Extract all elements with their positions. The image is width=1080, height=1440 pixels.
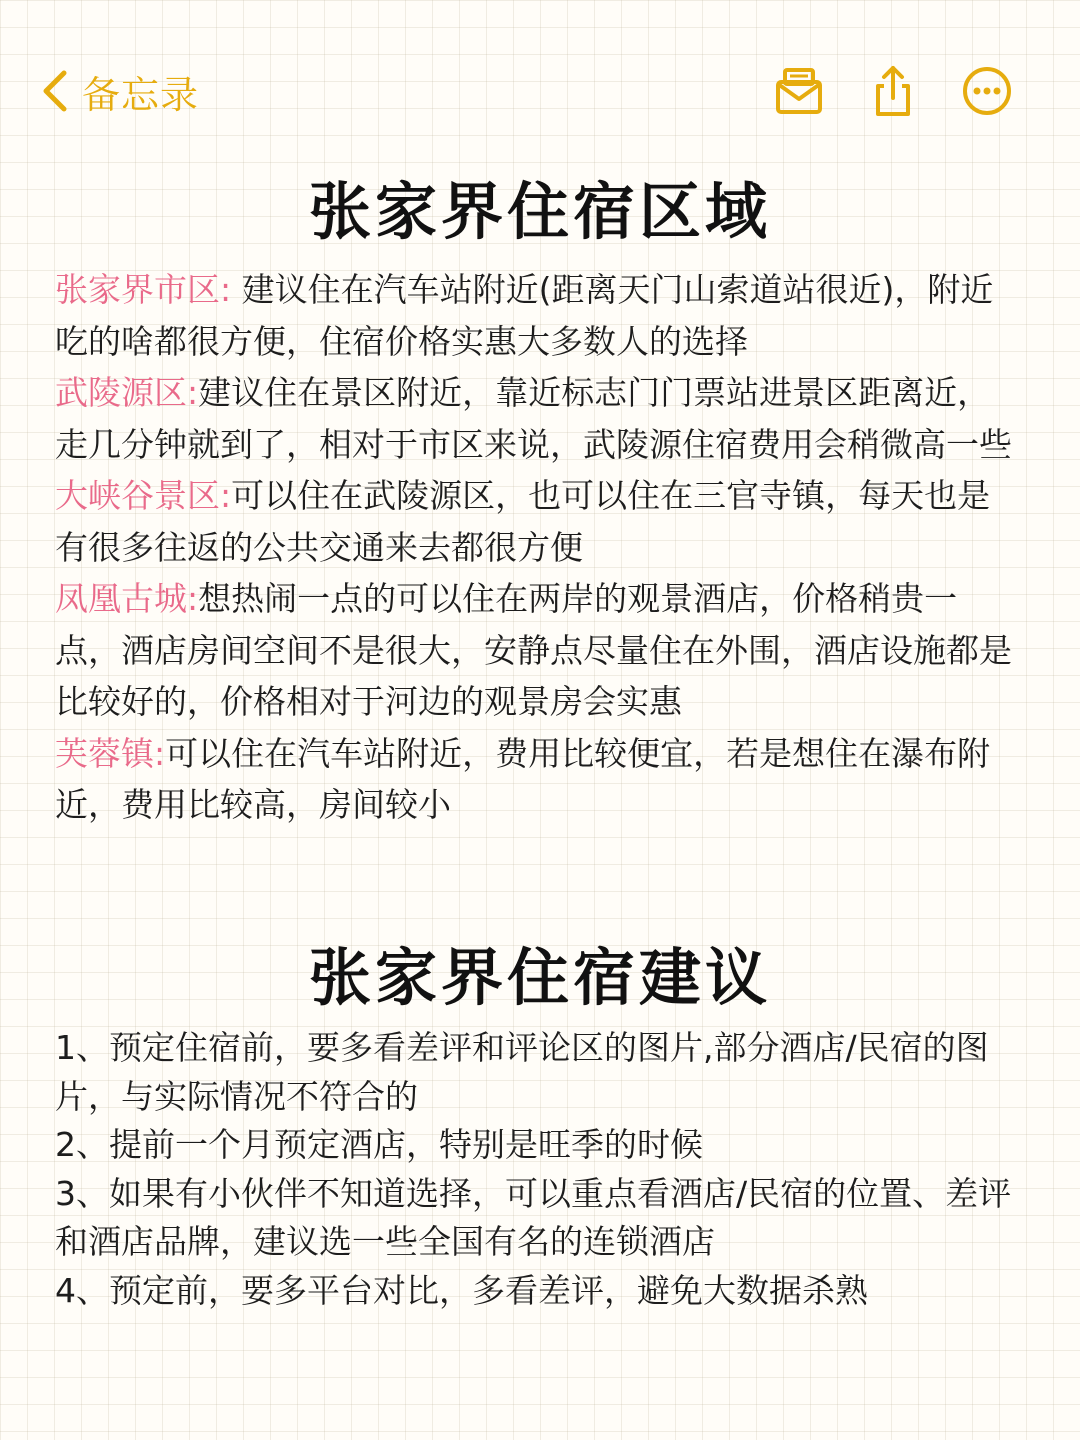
area-name: 芙蓉镇: [55,733,166,773]
area-name: 武陵源区: [55,373,199,412]
tip-item: 2、提前一个月预定酒店，特别是旺季的时候 [55,1125,703,1164]
share-icon [866,64,920,118]
area-description: 建议住在景区附近，靠近标志门门票站进景区距离近，走几分钟就到了，相对于市区来说，武陵源住宿费用会稍微高一些 [55,373,1012,464]
more-icon [960,64,1014,118]
tip-item: 4、预定前，要多平台对比，多看差评，避免大数据杀熟 [55,1270,868,1310]
tips-list [55,1024,1015,1315]
area-description: 建议住在汽车站附近(距离天门山索道站很近)，附近吃的啥都很方便，住宿价格实惠大多数人的选择 [55,270,994,361]
navigation-bar [40,58,1014,124]
back-label: 备忘录 [82,72,200,117]
mail-button[interactable] [772,64,826,118]
area-item [55,367,1015,470]
area-item [55,470,1015,573]
area-description: 想热闹一点的可以住在两岸的观景酒店，价格稍贵一点，酒店房间空间不是很大，安静点尽量住在外围，酒店设施都是比较好的，价格相对于河边的观景房会实惠 [55,579,1012,721]
area-list [55,264,1015,831]
area-description: 可以住在武陵源区，也可以住在三官寺镇，每天也是有很多往返的公共交通来去都很方便 [55,476,991,567]
note-title-accommodation-tips: 张家界住宿建议 [308,941,771,1014]
note-title-accommodation-areas: 张家界住宿区域 [308,175,771,248]
share-button[interactable] [866,64,920,118]
area-item [55,264,1015,367]
chevron-left-icon [40,68,70,114]
area-name: 张家界市区: [55,270,232,309]
more-button[interactable] [960,64,1014,118]
area-item [55,728,1015,831]
back-button[interactable] [40,64,199,119]
envelope-icon [772,64,826,118]
toolbar-actions [772,64,1014,118]
area-name: 大峡谷景区: [55,476,232,515]
tip-item: 3、如果有小伙伴不知道选择，可以重点看酒店/民宿的位置、差评和酒店品牌，建议选一些全国有名的连锁酒店 [55,1173,1012,1261]
area-name: 凤凰古城: [55,579,199,618]
area-item [55,573,1015,728]
area-description: 可以住在汽车站附近，费用比较便宜，若是想住在瀑布附近，费用比较高，房间较小 [55,733,991,824]
tip-item: 1、预定住宿前，要多看差评和评论区的图片,部分酒店/民宿的图片，与实际情况不符合的 [55,1028,989,1116]
